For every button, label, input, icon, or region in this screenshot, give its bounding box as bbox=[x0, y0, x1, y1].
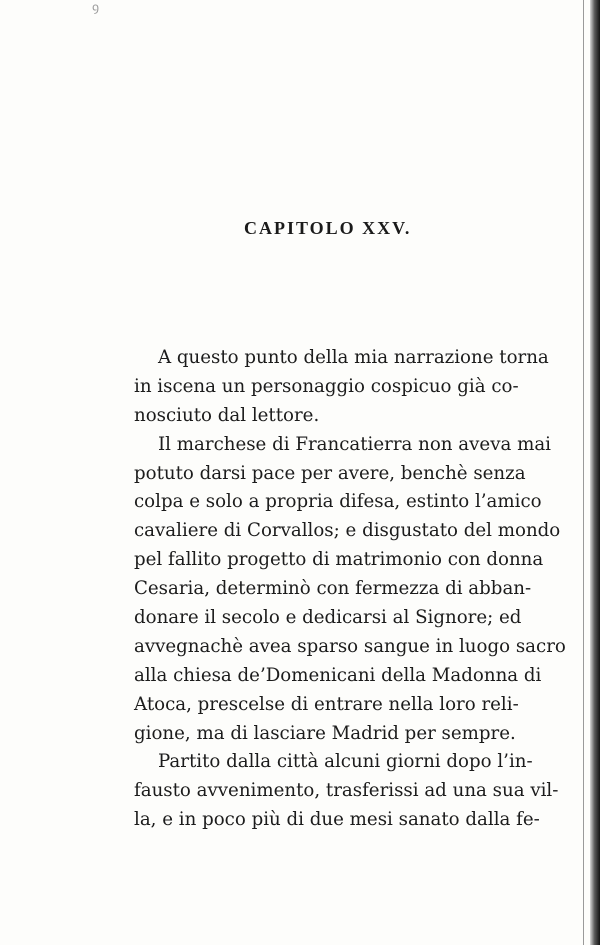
text-line: pel fallito progetto di matrimonio con donna bbox=[134, 549, 544, 571]
text-line: donare il secolo e dedicarsi al Signore; ed bbox=[134, 607, 522, 629]
text-line: Partito dalla città alcuni giorni dopo l’in- bbox=[158, 751, 533, 773]
text-line: gione, ma di lasciare Madrid per sempre. bbox=[134, 722, 516, 744]
text-line: colpa e solo a propria difesa, estinto l’amico bbox=[134, 491, 542, 513]
text-line: fausto avvenimento, trasferissi ad una sua vil- bbox=[134, 780, 559, 802]
text-line: avvegnachè avea sparso sangue in luogo sacro bbox=[134, 635, 566, 657]
text-line: alla chiesa de’Domenicani della Madonna di bbox=[134, 664, 542, 686]
page-edge-shadow bbox=[590, 0, 600, 945]
body-text bbox=[134, 344, 566, 835]
text-line: in iscena un personaggio cospicuo già co- bbox=[134, 375, 519, 397]
text-line: la, e in poco più di due mesi sanato dalla fe- bbox=[134, 809, 540, 831]
text-line: cavaliere di Corvallos; e disgustato del mondo bbox=[134, 520, 561, 542]
page-edge-line bbox=[583, 0, 584, 945]
chapter-title: CAPITOLO XXV. bbox=[244, 218, 412, 238]
text-line: Atoca, prescelse di entrare nella loro reli- bbox=[134, 693, 519, 715]
text-line: potuto darsi pace per avere, benchè senza bbox=[134, 462, 526, 484]
corner-mark: ꝯ bbox=[92, 0, 100, 14]
text-line: nosciuto dal lettore. bbox=[134, 404, 320, 426]
text-line: A questo punto della mia narrazione torna bbox=[158, 347, 549, 368]
text-line: Il marchese di Francatierra non aveva mai bbox=[158, 433, 551, 455]
text-line: Cesaria, determinò con fermezza di abban- bbox=[134, 578, 532, 600]
